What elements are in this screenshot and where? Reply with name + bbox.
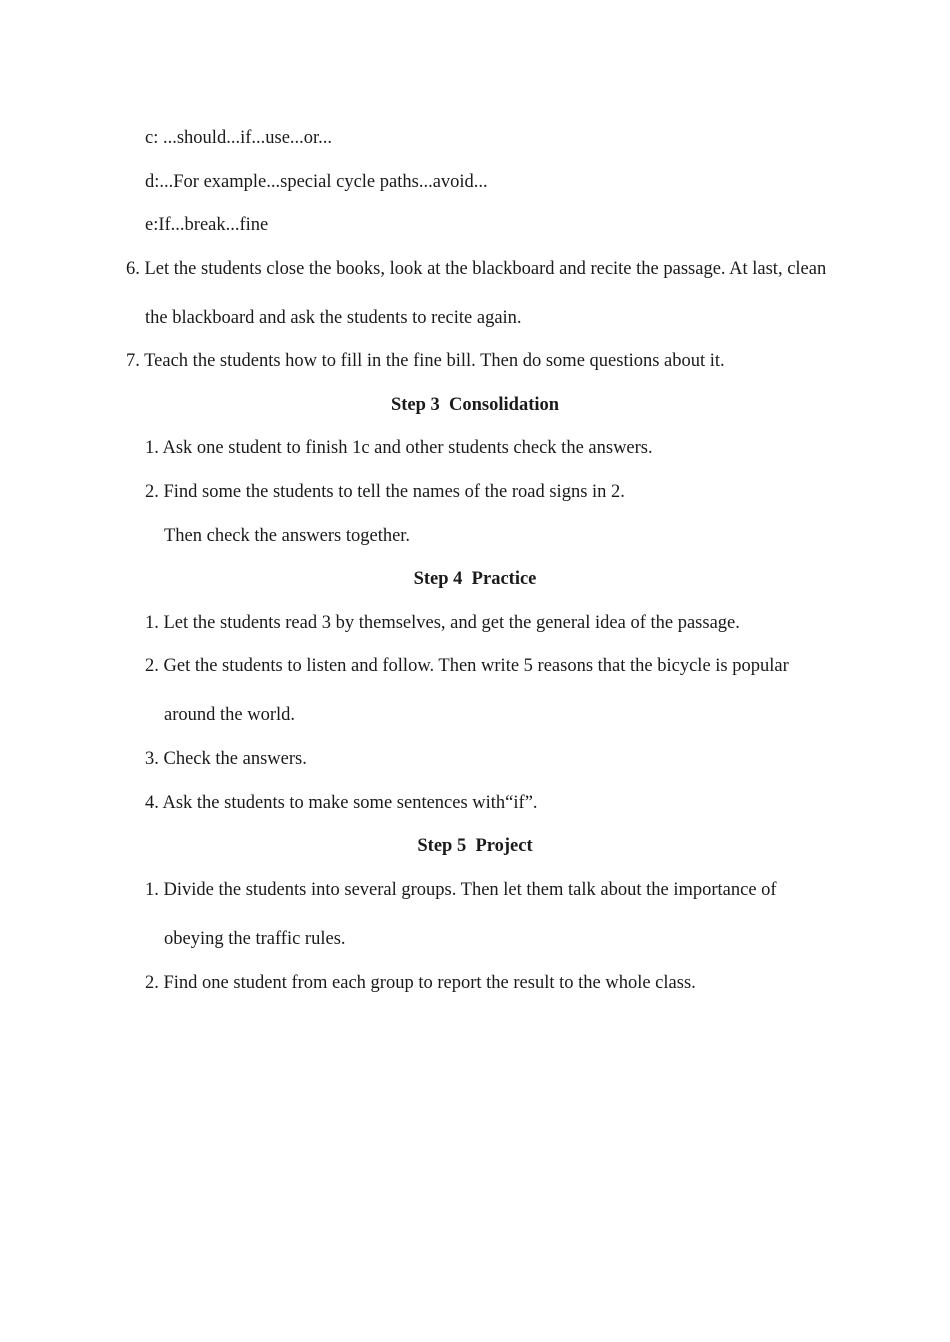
step-3-heading: Step 3 Consolidation xyxy=(390,395,560,415)
step-4-item-4: 4. Ask the students to make some sentences with“if”. xyxy=(145,793,538,813)
step-5-item-2: 2. Find one student from each group to report the result to the whole class. xyxy=(145,973,696,993)
step-3-item-2-line-1: 2. Find some the students to tell the names of the road signs in 2. xyxy=(145,482,625,502)
step-5-item-1-line-1: 1. Divide the students into several groups. Then let them talk about the importance of xyxy=(145,880,777,900)
step-4-heading: Step 4 Practice xyxy=(413,569,537,589)
step-3-item-1: 1. Ask one student to finish 1c and other students check the answers. xyxy=(145,438,653,458)
step-4-item-2-line-2: around the world. xyxy=(164,705,296,725)
item-7: 7. Teach the students how to fill in the fine bill. Then do some questions about it. xyxy=(126,351,725,371)
step-4-item-2-line-1: 2. Get the students to listen and follow. Then write 5 reasons that the bicycle is popular xyxy=(145,656,789,676)
item-6-line-1: 6. Let the students close the books, look at the blackboard and recite the passage. At last, clean xyxy=(126,259,827,279)
item-6-line-2: the blackboard and ask the students to recite again. xyxy=(145,308,522,328)
hint-e: e:If...break...fine xyxy=(145,215,269,235)
step-4-item-1: 1. Let the students read 3 by themselves, and get the general idea of the passage. xyxy=(145,613,740,633)
step-4-item-3: 3. Check the answers. xyxy=(145,749,307,769)
step-3-item-2-line-2: Then check the answers together. xyxy=(164,526,411,546)
hint-c: c: ...should...if...use...or... xyxy=(145,128,333,148)
hint-d: d:...For example...special cycle paths...avoid... xyxy=(145,172,488,192)
step-5-heading: Step 5 Project xyxy=(417,836,533,856)
step-5-item-1-line-2: obeying the traffic rules. xyxy=(164,929,346,949)
